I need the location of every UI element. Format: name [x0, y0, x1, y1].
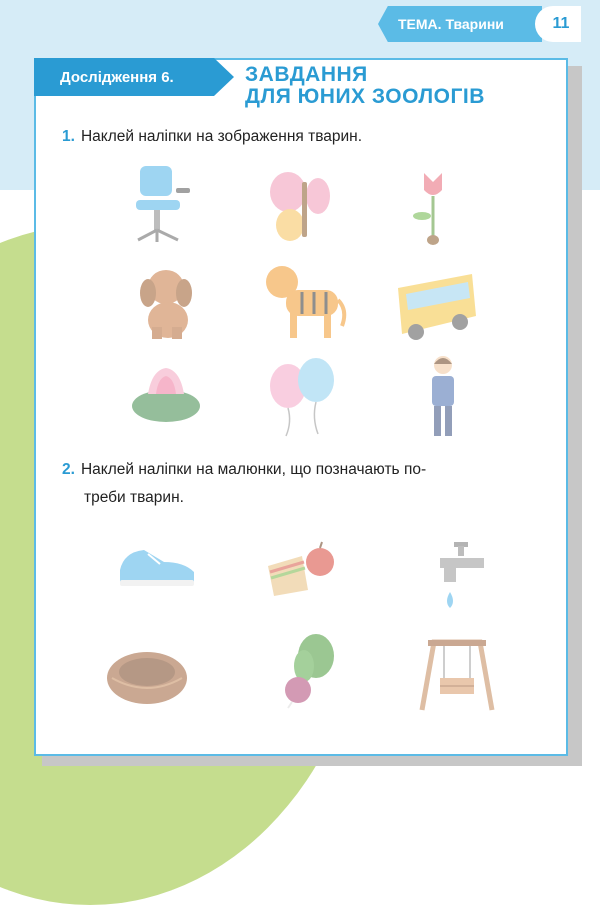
page-number-badge: [535, 6, 581, 42]
office-chair-icon: [128, 160, 198, 250]
page-number: 11: [552, 15, 570, 32]
bus-icon: [388, 268, 482, 344]
task-2: [62, 456, 426, 512]
research-label: Дослідження 6.: [60, 69, 174, 86]
task-2-number: 2.: [62, 461, 75, 478]
section-heading: [245, 64, 485, 108]
task-1-number: 1.: [62, 128, 75, 145]
dog-icon: [138, 265, 202, 341]
boy-icon: [426, 354, 460, 440]
balloons-icon: [266, 358, 340, 438]
heading-line-1: ЗАВДАННЯ: [245, 63, 368, 86]
radish-icon: [276, 630, 344, 710]
task-1: [62, 123, 362, 151]
water-lily-icon: [128, 360, 204, 426]
tiger-icon: [262, 262, 348, 346]
water-tap-icon: [428, 538, 498, 614]
swing-icon: [414, 636, 500, 712]
butterfly-icon: [268, 170, 340, 245]
tulip-icon: [412, 168, 454, 248]
nest-icon: [104, 644, 190, 708]
task-1-text: Наклей наліпки на зображення тварин.: [80, 128, 363, 145]
topic-label: ТЕМА. Тварини: [398, 16, 504, 32]
sneaker-icon: [114, 540, 198, 590]
heading-line-2: ДЛЯ ЮНИХ ЗООЛОГІВ: [245, 85, 485, 108]
task-2-text-line-2: треби тварин.: [84, 489, 184, 506]
sandwich-apple-icon: [262, 538, 342, 598]
task-2-text-line-1: Наклей наліпки на малюнки, що позначають по-: [80, 461, 427, 478]
